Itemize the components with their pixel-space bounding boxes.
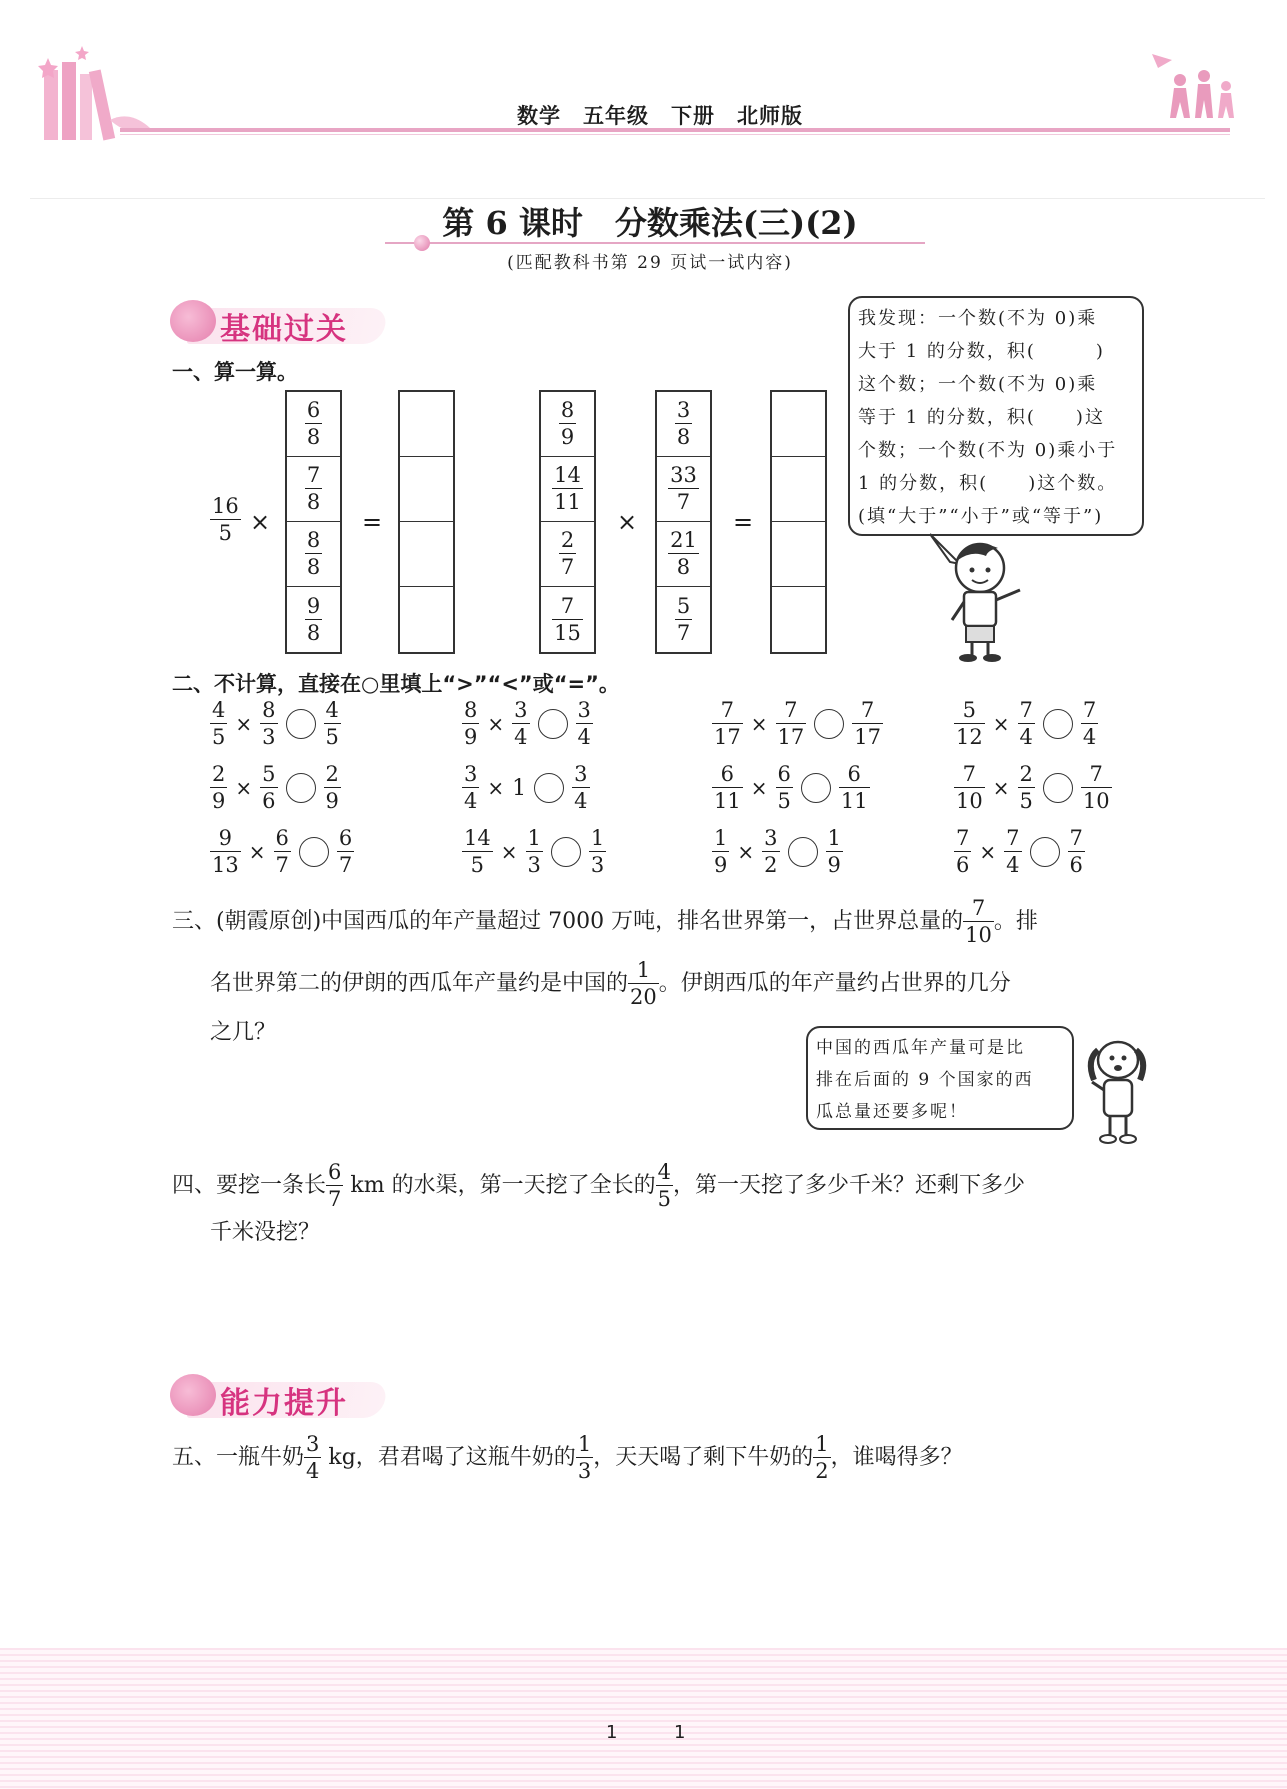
bubble-line: (填“大于”“小于”或“等于”): [858, 506, 1104, 527]
times-sign: ×: [617, 508, 638, 536]
q1-left-multiplier: [210, 496, 241, 544]
dog-character-icon: [1082, 1036, 1152, 1148]
equals-sign: =: [362, 508, 383, 536]
boy-character-icon: [910, 530, 1040, 665]
times-sign: ×: [250, 508, 271, 536]
rocket-icon: [170, 1374, 216, 1416]
table-cell: $\frac{14}{11}$: [541, 457, 594, 522]
q3-line-2: 名世界第二的伊朗的西瓜年产量约是中国的 $\frac{1}{20}$ 。伊朗西瓜的年产量约占世界的几分: [210, 958, 1011, 1009]
compare-circle-input[interactable]: [814, 709, 844, 739]
table-cell: $\frac{5}{7}$: [676, 593, 691, 645]
bubble-line: 瓜总量还要多呢！: [816, 1102, 968, 1122]
bubble-line: 我发现：一个数(不为 0)乘: [858, 308, 1098, 329]
compare-item: [462, 828, 606, 876]
fraction: $\frac{5}{6}$: [262, 762, 276, 813]
fraction: $\frac{1}{9}$: [714, 826, 728, 877]
compare-circle-input[interactable]: [1030, 837, 1060, 867]
table-cell: $\frac{21}{8}$: [657, 522, 710, 587]
answer-cell[interactable]: [772, 522, 825, 587]
fraction: $\frac{4}{5}$: [657, 1160, 671, 1211]
q3-line-3: 之几？: [210, 1020, 277, 1045]
fraction: $\frac{3}{4}$: [306, 1432, 320, 1483]
times-sign: ×: [979, 840, 997, 864]
bubble-line: 排在后面的 9 个国家的西: [816, 1070, 1034, 1090]
compare-circle-input[interactable]: [788, 837, 818, 867]
fraction: $\frac{6}{7}$: [338, 826, 353, 877]
tip-bubble: [848, 296, 1144, 536]
fraction: $\frac{5}{12}$: [956, 698, 983, 749]
section-label: 能力提升: [220, 1386, 348, 1421]
compare-circle-input[interactable]: [286, 709, 316, 739]
times-sign: ×: [750, 776, 768, 800]
fraction: $\frac{3}{4}$: [514, 698, 528, 749]
fraction: $\frac{2}{9}$: [212, 762, 226, 813]
graduation-cap-icon: [170, 300, 216, 342]
times-sign: ×: [235, 712, 253, 736]
fraction: $\frac{1}{2}$: [815, 1432, 829, 1483]
table-cell: $\frac{2}{7}$: [541, 522, 594, 587]
section-label: 基础过关: [220, 312, 348, 347]
fraction: $\frac{7}{17}$: [854, 698, 881, 749]
answer-cell[interactable]: [400, 587, 453, 652]
bubble-line: 大于 1 的分数，积( ): [858, 341, 1105, 362]
fraction: $\frac{4}{5}$: [325, 698, 339, 749]
fraction: $\frac{1}{20}$: [630, 958, 657, 1009]
times-sign: ×: [487, 712, 505, 736]
table-cell: $\frac{33}{7}$: [657, 457, 710, 522]
answer-cell[interactable]: [400, 457, 453, 522]
q1-column-b: [539, 390, 596, 654]
fraction: $\frac{7}{4}$: [1019, 698, 1033, 749]
compare-circle-input[interactable]: [286, 773, 316, 803]
q1-heading: 一、算一算。: [172, 360, 298, 384]
compare-item: [954, 828, 1085, 876]
compare-circle-input[interactable]: [1043, 709, 1073, 739]
header-kids-decoration: [1140, 50, 1240, 130]
fraction: $\frac{3}{4}$: [574, 762, 588, 813]
fraction: $\frac{16}{5}$: [212, 494, 239, 545]
fraction: $\frac{1}{9}$: [827, 826, 841, 877]
compare-item: [712, 700, 883, 748]
q5-line: 五、一瓶牛奶 $\frac{3}{4}$ kg，君君喝了这瓶牛奶的 $\frac{1}{3}$ ，天天喝了剩下牛奶的 $\frac{1}{2}$ ，谁喝得多？: [172, 1432, 963, 1483]
times-sign: ×: [992, 712, 1010, 736]
section-banner-advanced: [170, 1372, 400, 1420]
fraction: $\frac{7}{10}$: [956, 762, 983, 813]
whole-number: 1: [512, 775, 527, 801]
fraction: $\frac{6}{7}$: [328, 1160, 342, 1211]
fraction: $\frac{7}{4}$: [1082, 698, 1097, 749]
fraction: $\frac{2}{9}$: [325, 762, 339, 813]
bubble-line: 这个数；一个数(不为 0)乘: [858, 374, 1098, 395]
footer-band: [0, 1648, 1287, 1789]
table-cell: $\frac{8}{8}$: [287, 522, 340, 587]
fraction: $\frac{7}{6}$: [956, 826, 970, 877]
fraction: $\frac{1}{3}$: [527, 826, 541, 877]
page-number-right: 1: [674, 1722, 686, 1743]
compare-item: [712, 764, 870, 812]
fraction: $\frac{7}{17}$: [714, 698, 741, 749]
fraction: $\frac{6}{11}$: [714, 762, 741, 813]
compare-item: [462, 764, 590, 812]
q1-column-a: [285, 390, 342, 654]
fraction: $\frac{3}{4}$: [464, 762, 478, 813]
table-cell: $\frac{8}{9}$: [541, 392, 594, 457]
bubble-line: 中国的西瓜年产量可是比: [816, 1038, 1025, 1058]
table-cell: $\frac{9}{8}$: [306, 593, 321, 645]
fraction: $\frac{3}{2}$: [764, 826, 778, 877]
answer-cell[interactable]: [772, 457, 825, 522]
times-sign: ×: [235, 776, 253, 800]
lesson-title-dot: [414, 235, 430, 251]
fraction: $\frac{3}{4}$: [577, 698, 591, 749]
fraction: $\frac{8}{9}$: [464, 698, 478, 749]
compare-item: [210, 700, 341, 748]
lesson-title-rule: [385, 242, 925, 244]
q1-answer-column-1[interactable]: [398, 390, 455, 654]
header-title: 数学 五年级 下册 北师版: [517, 103, 803, 128]
compare-circle-input[interactable]: [534, 773, 564, 803]
fraction: $\frac{7}{6}$: [1069, 826, 1083, 877]
times-sign: ×: [248, 840, 266, 864]
q1-column-c: [655, 390, 712, 654]
compare-item: [462, 700, 593, 748]
fraction: $\frac{2}{5}$: [1019, 762, 1033, 813]
fraction: $\frac{7}{17}$: [777, 698, 805, 749]
answer-cell[interactable]: [772, 587, 825, 652]
compare-circle-input[interactable]: [1043, 773, 1073, 803]
fraction: $\frac{6}{5}$: [777, 762, 791, 813]
compare-circle-input[interactable]: [299, 837, 329, 867]
compare-item: [712, 828, 843, 876]
section-banner-basic: [170, 298, 400, 346]
q4-line-1: 四、要挖一条长 $\frac{6}{7}$ km 的水渠，第一天挖了全长的 $\frac{4}{5}$ ，第一天挖了多少千米？还剩下多少: [172, 1160, 1025, 1211]
compare-circle-input[interactable]: [551, 837, 581, 867]
compare-circle-input[interactable]: [801, 773, 831, 803]
bubble-line: 1 的分数，积( )这个数。: [858, 473, 1118, 494]
times-sign: ×: [992, 776, 1010, 800]
fraction: $\frac{7}{10}$: [965, 896, 992, 947]
compare-item: [954, 700, 1098, 748]
answer-cell[interactable]: [400, 522, 453, 587]
compare-item: [954, 764, 1112, 812]
fraction: $\frac{6}{7}$: [275, 826, 289, 877]
fraction: $\frac{14}{5}$: [464, 826, 491, 877]
lesson-subtitle: (匹配教科书第 29 页试一试内容): [507, 253, 793, 273]
compare-circle-input[interactable]: [538, 709, 568, 739]
answer-cell[interactable]: [772, 392, 825, 457]
fraction: $\frac{4}{5}$: [212, 698, 226, 749]
lesson-title: 第 6 课时 分数乘法(三)(2): [442, 204, 858, 242]
q2-heading: 二、不计算，直接在○里填上“>”“<”或“=”。: [172, 672, 620, 696]
compare-item: [210, 764, 341, 812]
table-cell: $\frac{6}{8}$: [287, 392, 340, 457]
page-number-left: 1: [606, 1722, 618, 1743]
header-rule-thin: [120, 134, 1230, 135]
fraction: $\frac{1}{3}$: [590, 826, 605, 877]
fraction: $\frac{9}{13}$: [212, 826, 239, 877]
fraction: $\frac{1}{3}$: [577, 1432, 592, 1483]
answer-cell[interactable]: [400, 392, 453, 457]
bubble-line: 个数；一个数(不为 0)乘小于: [858, 440, 1118, 461]
fraction: $\frac{7}{4}$: [1006, 826, 1020, 877]
times-sign: ×: [737, 840, 755, 864]
q1-answer-column-2[interactable]: [770, 390, 827, 654]
fraction: $\frac{8}{3}$: [262, 698, 276, 749]
bubble-line: 等于 1 的分数，积( )这: [858, 407, 1105, 428]
times-sign: ×: [487, 776, 505, 800]
times-sign: ×: [500, 840, 518, 864]
equals-sign: =: [733, 508, 754, 536]
times-sign: ×: [750, 712, 768, 736]
table-cell: $\frac{7}{8}$: [287, 457, 340, 522]
table-cell: $\frac{7}{15}$: [554, 593, 581, 645]
fact-bubble: [806, 1026, 1074, 1130]
compare-item: [210, 828, 354, 876]
q4-line-2: 千米没挖？: [210, 1220, 321, 1245]
fraction: $\frac{6}{11}$: [840, 762, 868, 813]
q3-line-1: 三、(朝霞原创)中国西瓜的年产量超过 7000 万吨，排名世界第一，占世界总量的 $\frac{7}{10}$ 。排: [172, 896, 1038, 947]
fraction: $\frac{7}{10}$: [1082, 762, 1110, 813]
table-cell: $\frac{3}{8}$: [657, 392, 710, 457]
